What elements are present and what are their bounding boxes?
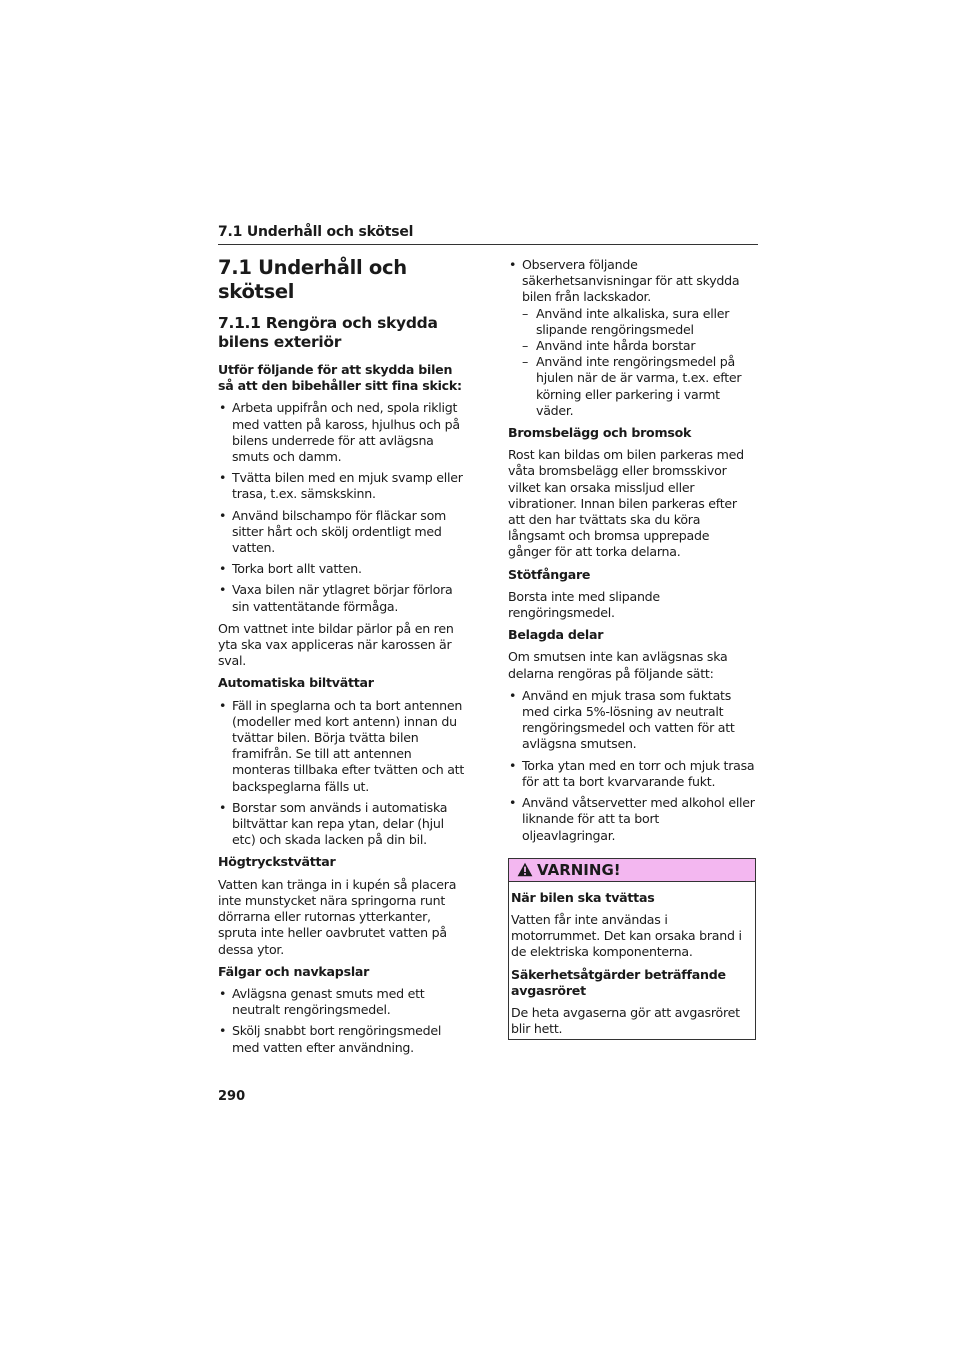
list-item: • Använd våtservetter med alkohol eller liknande för att ta bort oljeavlagringar. [509, 795, 755, 843]
intro-text: Utför följande för att skydda bilen så att den bibehåller sitt fina skick: [218, 362, 462, 394]
list-item: • Använd en mjuk trasa som fuktats med cirka 5%-lösning av neutralt rengöringsmedel och vatten för att avlägsna smutsen. [509, 687, 735, 752]
sublist-item: – Använd inte hårda borstar [522, 338, 696, 354]
warning-text-exhaust: De heta avgaserna gör att avgasröret blir hett. [511, 1004, 740, 1037]
heading-wheels: Fälgar och navkapslar [218, 963, 370, 979]
warning-heading-exhaust: Säkerhetsåtgärder beträffande avgasröret [511, 966, 726, 998]
list-item: • Observera följande säkerhetsanvisningar för att skydda bilen från lackskador. – Använd inte alkaliska, sura eller slipande rengöringsmedel – Använd inte hårda borstar – Använd inte rengöringsmedel på hjulen när de är varma, t.ex. efter körning eller parkering i varmt väder. [508, 257, 756, 419]
warning-box [508, 858, 756, 1041]
list-item: • Torka ytan med en torr och mjuk trasa för att ta bort kvarvarande fukt. [509, 757, 755, 789]
sublist-item: – Använd inte alkaliska, sura eller slipande rengöringsmedel [522, 305, 730, 337]
wax-paragraph: Om vattnet inte bildar pärlor på en ren yta ska vax appliceras när karossen är sval. [218, 620, 454, 669]
running-head: 7.1 Underhåll och skötsel [218, 224, 414, 240]
heading-automatic-car-wash: Automatiska biltvättar [218, 675, 374, 691]
list-item: • Fäll in speglarna och ta bort antennen (modeller med kort antenn) innan du tvättar bilen. Börja tvätta bilen framifrån. Se till att antennen monteras tillbaka efter tvätten och att backspeglarna fälls ut. [219, 697, 465, 794]
brakes-paragraph: Rost kan bildas om bilen parkeras med våta bromsbelägg eller bromsskivor vilket kan orsaka missljud eller vibrationer. Innan bilen parkeras efter att den har tvättats ska du köra långsamt och bromsa upprepade gånger för att torka delarna. [508, 447, 744, 560]
list-item: • Torka bort allt vatten. [219, 561, 362, 577]
warning-header [509, 859, 755, 882]
coated-parts-paragraph: Om smutsen inte kan avlägsnas ska delarna rengöras på följande sätt: [508, 649, 728, 681]
warning-body [509, 882, 755, 1040]
wheels-list [218, 986, 466, 1056]
exterior-care-list [218, 400, 466, 614]
car-wash-list [218, 698, 466, 849]
warning-text-washing: Vatten får inte användas i motorrummet. Det kan orsaka brand i de elektriska komponenterna. [511, 911, 742, 960]
right-column [508, 257, 756, 1040]
warning-heading-washing: När bilen ska tvättas [511, 889, 655, 905]
sublist-item: – Använd inte rengöringsmedel på hjulen när de är varma, t.ex. efter körning eller parkering i varmt väder. [522, 354, 742, 418]
list-item: • Arbeta uppifrån och ned, spola rikligt med vatten på kaross, hjulhus och på bilens underrede för att avlägsna smuts och damm. [219, 400, 460, 465]
heading-coated-parts: Belagda delar [508, 627, 604, 643]
left-column [218, 256, 466, 1062]
warning-title: VARNING! [537, 860, 621, 879]
coated-parts-list [508, 688, 756, 844]
heading-bumpers: Stötfångare [508, 566, 591, 582]
header-rule [218, 244, 758, 245]
heading-pressure-washer: Högtryckstvättar [218, 854, 336, 870]
list-item: • Tvätta bilen med en mjuk svamp eller trasa, t.ex. sämskskinn. [219, 470, 463, 502]
bumpers-paragraph: Borsta inte med slipande rengöringsmedel. [508, 588, 660, 621]
section-heading: 7.1 Underhåll och skötsel [218, 256, 407, 303]
list-item: • Borstar som används i automatiska biltvättar kan repa ytan, delar (hjul etc) och skada lacken på din bil. [219, 799, 448, 848]
list-item: • Avlägsna genast smuts med ett neutralt rengöringsmedel. [219, 985, 425, 1018]
pressure-washer-paragraph: Vatten kan tränga in i kupén så placera inte munstycket nära springorna runt dörrarna eller rutornas ytterkanter, spruta inte heller oavbrutet vatten på dessa ytor. [218, 876, 457, 957]
page-number: 290 [218, 1089, 246, 1104]
subsection-heading: 7.1.1 Rengöra och skydda bilens exteriör [218, 314, 438, 351]
observe-list [508, 257, 756, 419]
list-item: • Vaxa bilen när ytlagret börjar förlora sin vattentätande förmåga. [219, 582, 453, 614]
warning-triangle-icon [517, 862, 533, 877]
list-item: • Skölj snabbt bort rengöringsmedel med vatten efter användning. [219, 1023, 442, 1055]
heading-brakes: Bromsbelägg och bromsok [508, 425, 692, 441]
list-item: • Använd bilschampo för fläckar som sitter hårt och skölj ordentligt med vatten. [219, 507, 447, 556]
precaution-sublist [522, 306, 756, 419]
